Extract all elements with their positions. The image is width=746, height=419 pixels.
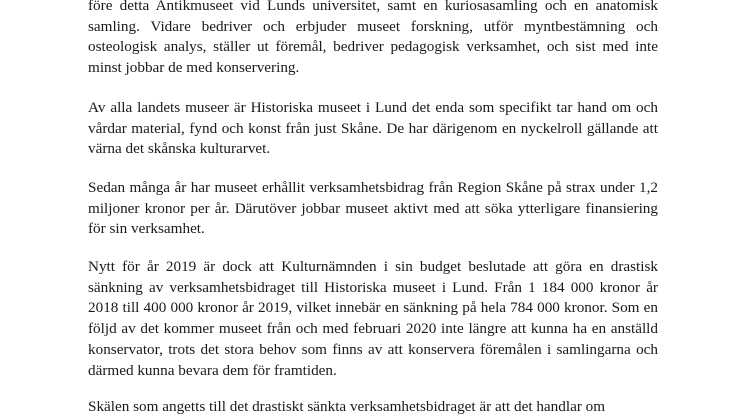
paragraph-skane-heritage: Av alla landets museer är Historiska museet i Lund det enda som specifikt tar hand om och vårdar material, fynd och konst från just Skåne. De har därigenom en nyckelroll gällande att värna det skånska kulturarvet.: [88, 99, 658, 158]
paragraph-reasons: Skälen som angetts till det drastiskt sänkta verksamhetsbidraget är att det handlar om: [88, 398, 606, 415]
paragraph-regional-funding: Sedan många år har museet erhållit verksamhetsbidrag från Region Skåne på strax under 1,2 miljoner kronor per år. Därutöver jobbar museet aktivt med att söka ytterligare finansiering för sin verksamhet.: [88, 179, 658, 238]
paragraph-budget-cut: Nytt för år 2019 är dock att Kulturnämnden i sin budget beslutade att göra en drastisk sänkning av verksamhetsbidraget till Historiska museet i Lund. Från 1 184 000 kronor år 2018 till 400 000 kronor år 2019, vilket innebär en sänkning på hela 784 000 kronor. Som en följd av det kommer museet från och med februari 2020 inte längre att kunna ha en anställd konservator, trots det stora behov som finns av att konservera föremålen i samlingarna och därmed kunna bevara dem för framtiden.: [88, 258, 658, 379]
paragraph-museum-activities: före detta Antikmuseet vid Lunds universitet, samt en kuriosasamling och en anatomisk samling. Vidare bedriver och erbjuder museet forskning, utför myntbestämning och osteologisk analys, ställer ut föremål, bedriver pedagogisk verksamhet, och sist med inte minst jobbar de med konservering.: [88, 0, 658, 77]
